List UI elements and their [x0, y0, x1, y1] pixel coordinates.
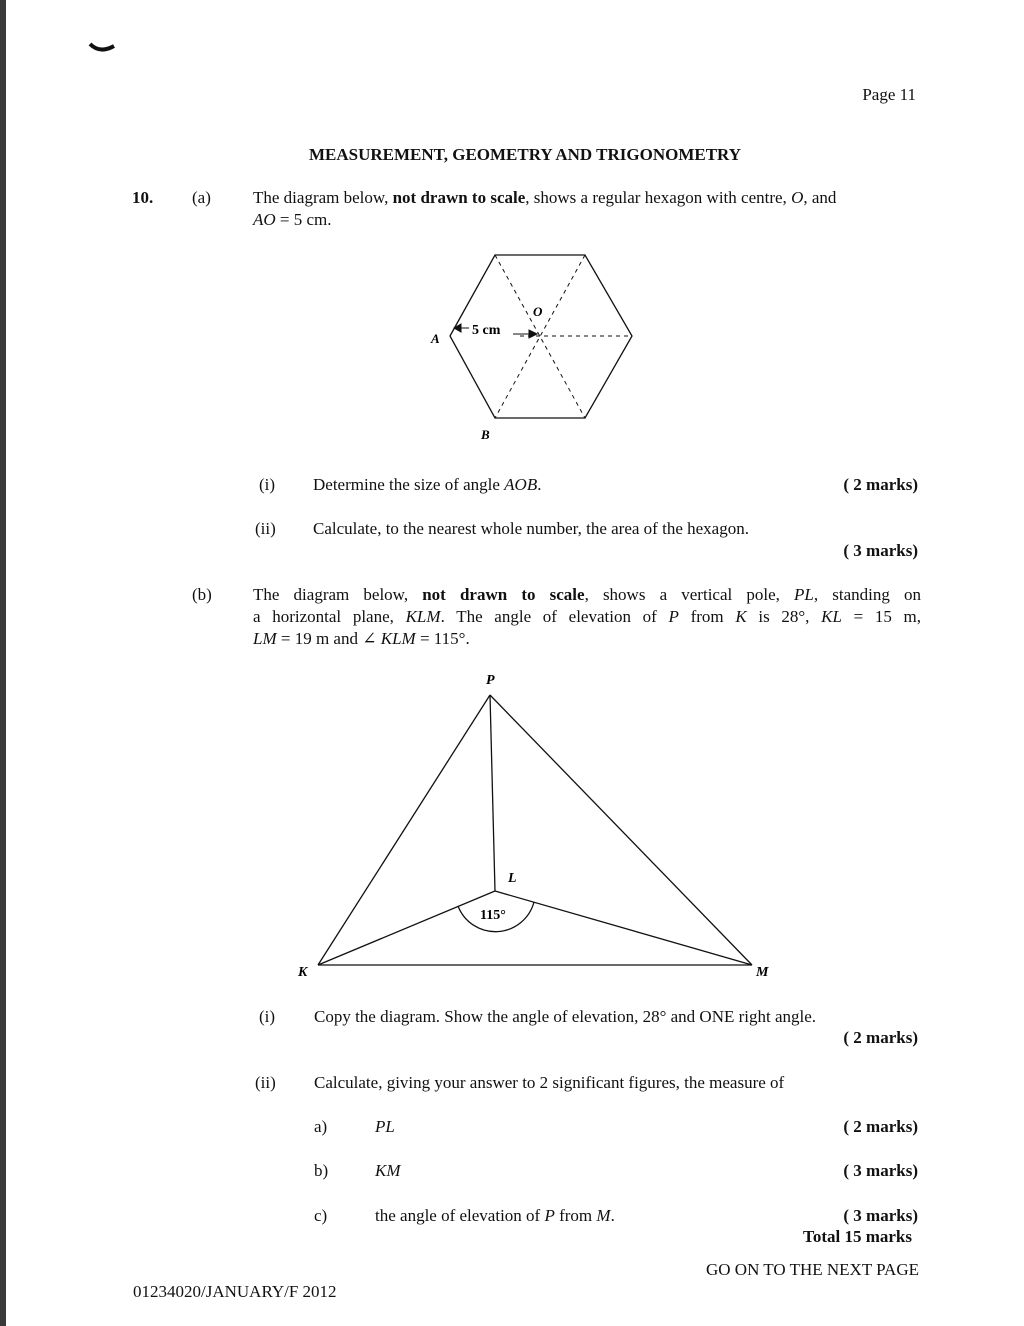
subitem-c-marks: ( 3 marks) — [843, 1206, 918, 1225]
label-b: B — [481, 427, 490, 442]
part-b-intro: The diagram below, not drawn to scale, shows a vertical pole, PL, standing on a horizontal plane, KLM. The angle of elevation of P from K is 28°, KL = 15 m, LM = 19 m and ∠ KLM = 115°. — [253, 585, 922, 648]
part-b-ii-label: (ii) — [255, 1073, 276, 1092]
section-title: MEASUREMENT, GEOMETRY AND TRIGONOMETRY — [308, 145, 742, 164]
subitem-c-label: c) — [314, 1206, 328, 1225]
subitem-a-text: PL — [375, 1117, 395, 1136]
subitem-b-marks: ( 3 marks) — [843, 1161, 918, 1180]
label-p: P — [486, 673, 495, 688]
line-pl — [490, 695, 495, 891]
label-m: M — [756, 965, 769, 980]
part-a-i-marks: ( 2 marks) — [843, 475, 918, 494]
line-pm — [490, 695, 752, 965]
subitem-c-text: the angle of elevation of P from M. — [375, 1206, 615, 1225]
line-pk — [318, 695, 490, 965]
subitem-a-label: a) — [314, 1117, 328, 1136]
dimension-arrowhead-right — [529, 330, 537, 338]
label-l: L — [508, 871, 517, 886]
scan-edge — [0, 0, 6, 1326]
part-b-i-label: (i) — [259, 1007, 276, 1026]
label-a: A — [431, 331, 440, 346]
part-a-i-label: (i) — [259, 475, 276, 494]
question-number: 10. — [132, 188, 154, 207]
scan-mark — [88, 38, 118, 58]
part-b-ii-text: Calculate, giving your answer to 2 significant figures, the measure of — [314, 1073, 785, 1092]
hexagon-diagram — [425, 240, 645, 450]
paper-code: 01234020/JANUARY/F 2012 — [133, 1282, 337, 1301]
subitem-b-text: KM — [375, 1161, 401, 1180]
page-number: Page 11 — [862, 85, 916, 104]
part-b-label: (b) — [192, 585, 212, 604]
part-b-i-text: Copy the diagram. Show the angle of elevation, 28° and ONE right angle. — [314, 1007, 817, 1026]
dimension-arrowhead-left — [454, 324, 461, 332]
total-marks: Total 15 marks — [803, 1227, 912, 1246]
part-a-ii-marks: ( 3 marks) — [843, 541, 918, 560]
part-a-ii-text: Calculate, to the nearest whole number, the area of the hexagon. — [313, 519, 749, 538]
next-page-note: GO ON TO THE NEXT PAGE — [706, 1260, 919, 1279]
part-b-i-marks: ( 2 marks) — [843, 1028, 918, 1047]
part-a-i-text: Determine the size of angle AOB. — [313, 475, 542, 494]
dimension-label: 5 cm — [472, 323, 501, 338]
angle-label: 115° — [480, 908, 506, 923]
label-o: O — [533, 304, 543, 319]
part-a-ii-label: (ii) — [255, 519, 276, 538]
part-a-intro: The diagram below, not drawn to scale, shows a regular hexagon with centre, O, and AO = 5 cm. — [253, 188, 837, 229]
subitem-b-label: b) — [314, 1161, 329, 1180]
label-k: K — [298, 965, 308, 980]
subitem-a-marks: ( 2 marks) — [843, 1117, 918, 1136]
pole-diagram — [290, 665, 790, 990]
part-a-label: (a) — [192, 188, 211, 207]
line-kl — [318, 891, 495, 965]
